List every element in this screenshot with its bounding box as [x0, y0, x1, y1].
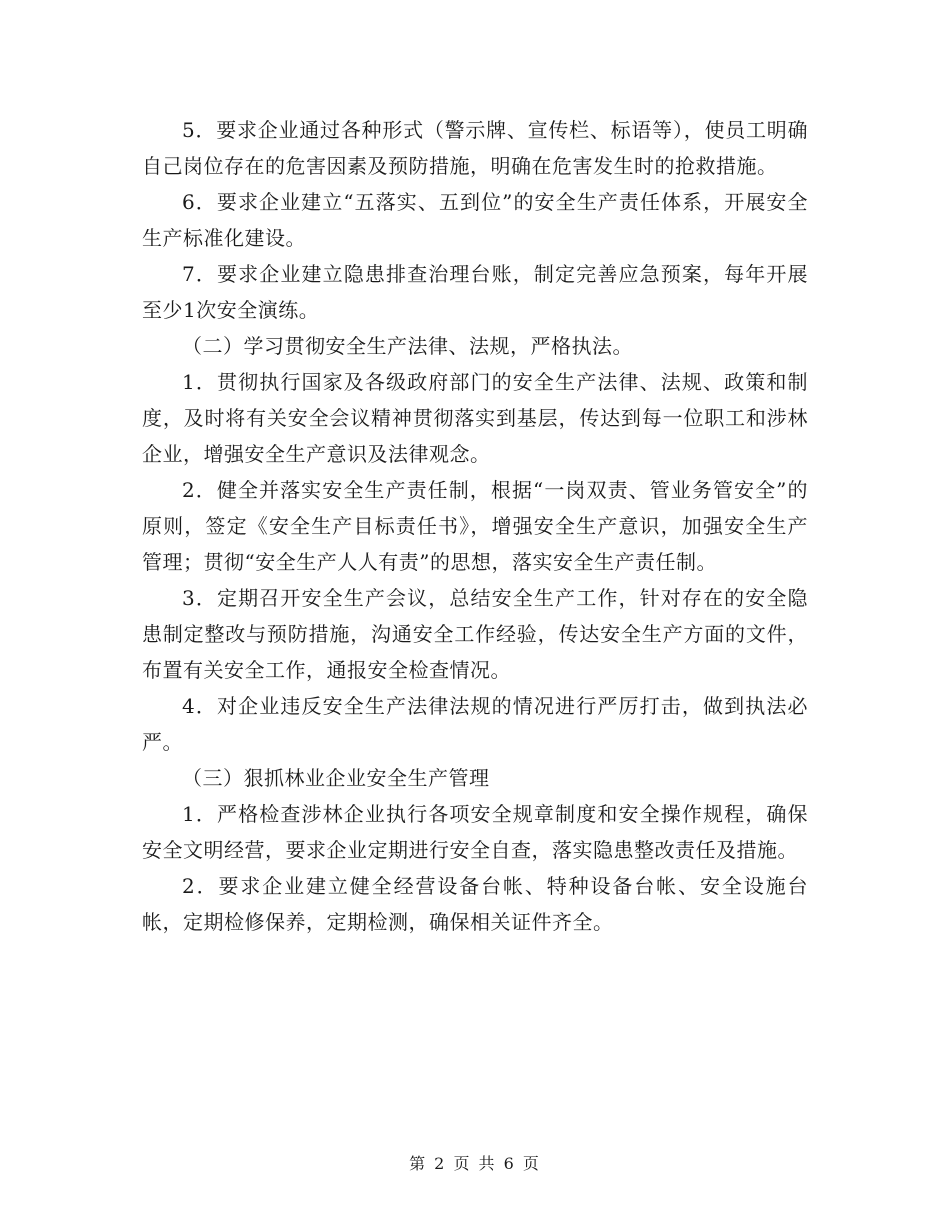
page-number-footer: 第 2 页 共 6 页: [409, 1154, 541, 1173]
document-body: [142, 112, 808, 940]
paragraph-item-2-3: 3．定期召开安全生产会议，总结安全生产工作，针对存在的安全隐患制定整改与预防措施，沟通安全工作经验，传达安全生产方面的文件，布置有关安全工作，通报安全检查情况。: [142, 586, 808, 682]
section-heading-3: （三）狠抓林业企业安全生产管理: [182, 766, 490, 790]
paragraph-item-2-1: 1．贯彻执行国家及各级政府部门的安全生产法律、法规、政策和制度，及时将有关安全会议精神贯彻落实到基层，传达到每一位职工和涉林企业，增强安全生产意识及法律观念。: [142, 370, 808, 466]
paragraph-item-2-2: 2．健全并落实安全生产责任制，根据“一岗双责、管业务管安全”的原则，签定《安全生产目标责任书》，增强安全生产意识，加强安全生产管理；贯彻“安全生产人人有责”的思想，落实安全生产责任制。: [142, 478, 808, 574]
paragraph-item-7: 7．要求企业建立隐患排查治理台账，制定完善应急预案，每年开展至少1次安全演练。: [142, 262, 808, 322]
section-heading-2: （二）学习贯彻安全生产法律、法规，严格执法。: [182, 334, 633, 358]
paragraph-item-6: 6．要求企业建立“五落实、五到位”的安全生产责任体系，开展安全生产标准化建设。: [142, 190, 808, 250]
paragraph-item-3-2: 2．要求企业建立健全经营设备台帐、特种设备台帐、安全设施台帐，定期检修保养，定期检测，确保相关证件齐全。: [142, 874, 808, 934]
paragraph-item-5: 5．要求企业通过各种形式（警示牌、宣传栏、标语等），使员工明确自己岗位存在的危害因素及预防措施，明确在危害发生时的抢救措施。: [142, 118, 808, 178]
paragraph-item-2-4: 4．对企业违反安全生产法律法规的情况进行严厉打击，做到执法必严。: [142, 694, 808, 754]
paragraph-item-3-1: 1．严格检查涉林企业执行各项安全规章制度和安全操作规程，确保安全文明经营，要求企业定期进行安全自查，落实隐患整改责任及措施。: [142, 802, 808, 862]
